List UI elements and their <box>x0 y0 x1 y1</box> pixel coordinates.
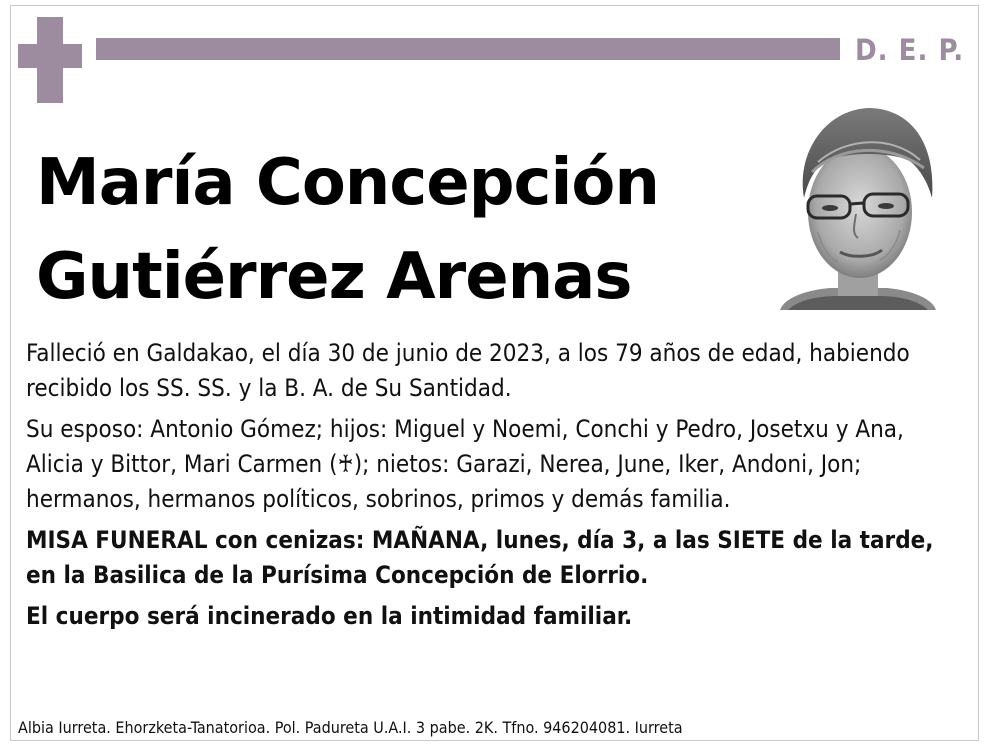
deceased-photo <box>778 102 938 310</box>
deceased-name-line-1: María Concepción <box>36 146 659 220</box>
family-list-part-2: ); nietos: Garazi, Nerea, June, Iker, Andoni, Jon; hermanos, hermanos políticos, sobrinos, primos y demás familia. <box>26 450 862 513</box>
deceased-name <box>36 136 659 324</box>
family-list <box>26 412 956 517</box>
funeral-home-footer: Albia Iurreta. Ehorzketa-Tanatorioa. Pol. Padureta U.A.I. 3 pabe. 2K. Tfno. 946204081. Iurreta <box>18 718 683 737</box>
header-bar <box>96 38 840 60</box>
obituary-text <box>26 336 956 640</box>
deceased-name-line-2: Gutiérrez Arenas <box>36 240 632 314</box>
cross-symbol-icon: ♰ <box>337 450 354 478</box>
family-list-part-1: Su esposo: Antonio Gómez; hijos: Miguel y Noemi, Conchi y Pedro, Josetxu y Ana, Alicia y Bittor, Mari Carmen ( <box>26 415 904 478</box>
cremation-notice: El cuerpo será incinerado en la intimidad familiar. <box>26 602 633 630</box>
dep-label: D. E. P. <box>855 33 965 67</box>
death-notice: Falleció en Galdakao, el día 30 de junio de 2023, a los 79 años de edad, habiendo recibido los SS. SS. y la B. A. de Su Santidad. <box>26 339 910 402</box>
funeral-mass-notice: MISA FUNERAL con cenizas: MAÑANA, lunes, día 3, a las SIETE de la tarde, en la Basilica de la Purísima Concepción de Elorrio. <box>26 526 934 589</box>
cross-icon <box>18 17 82 103</box>
